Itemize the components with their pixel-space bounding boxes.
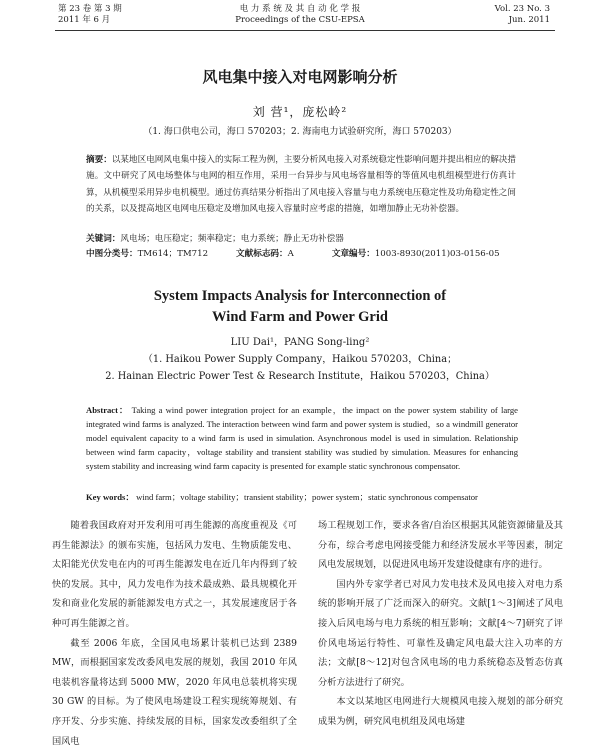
en-title-line1: System Impacts Analysis for Interconnection of [153, 288, 447, 304]
body-column-left [52, 516, 297, 751]
zh-keywords-label: 关键词： [86, 234, 121, 244]
article-no-label: 文章编号： [331, 249, 375, 259]
en-keywords [86, 491, 518, 504]
zh-affiliation: （1. 海口供电公司，海口 570203；2. 海南电力试验研究所，海口 570203） [143, 127, 457, 137]
doc-code-value: A [287, 249, 294, 259]
en-affiliation: （1. Haikou Power Supply Company，Haikou 570203，China； 2. Hainan Electric Power Test & Research Institute，Haikou 570203，China） [105, 354, 495, 382]
zh-abstract-text: 以某地区电网风电集中接入的实际工程为例，主要分析风电接入对系统稳定性影响问题并提出相应的解决措施。文中研究了风电场整体与电网的相互作用，采用一台异步与风电场容量相等的等值风电机组模型进行仿真计算，从机模型采用异步电机模型。通过仿真结果分析指出了风电接入容量与电力系统电压稳定性及功角稳定性之间的关系，以及提高地区电网电压稳定及增加风电接入容量时应考虑的措施，如增加静止无功补偿器。 [86, 155, 516, 215]
zh-keywords-text: 风电场；电压稳定；频率稳定；电力系统；静止无功补偿器 [120, 234, 344, 244]
zh-classification [86, 248, 516, 261]
body-paragraph: 国内外专家学者已对风力发电技术及风电接入对电力系统的影响开展了广泛而深入的研究。文献[1～3]阐述了风电接入后风电场与电力系统的相互影响；文献[4～7]研究了评价风电场运行特性、可靠性及确定风电最大注入功率的方法；文献[8～12]对包含风电场的电力系统稳态及暂态仿真分析方法进行了研究。 [318, 578, 563, 688]
en-keywords-label: Key words： [86, 492, 134, 502]
en-abstract [86, 403, 518, 473]
header-rule [55, 30, 555, 31]
body-paragraph: 随着我国政府对开发利用可再生能源的高度重视及《可再生能源法》的颁布实施，包括风力发电、生物质能发电、太阳能光伏发电在内的可再生能源发电在近几年内得到了较快的发展。其中，风力发电作为技术最成熟、最具规模化开发和商业化发展的新能源发电方式之一，其发展速度居于各种可再生能源之首。 [52, 520, 297, 629]
zh-abstract-label: 摘要： [86, 155, 112, 165]
running-header [0, 4, 600, 32]
clc-value: TM614；TM712 [137, 249, 209, 259]
en-title [0, 286, 600, 328]
body-paragraph: 截至 2006 年底，全国风电场累计装机已达到 2389 MW，而根据国家发改委风电发展的规划，我国 2010 年风电装机容量将达到 5000 MW，2020 年风电总装机将实现 30 GW 的目标。为了使风电场建设工程实现统筹规划、有序开发、分步实施、持续发展的目标，国家发改委组织了全国风电 [52, 637, 297, 747]
en-authors: LIU Dai¹，PANG Song-ling² [230, 337, 370, 348]
body-paragraph: 场工程规划工作，要求各省/自治区根据其风能资源储量及其分布，综合考虑电网接受能力和经济发展水平等因素，制定风电发展规划，以促进风电场开发建设健康有序的进行。 [318, 520, 563, 571]
en-abstract-label: Abstract： [86, 405, 129, 415]
clc-label: 中图分类号： [86, 249, 138, 259]
zh-authors: 刘 营¹，庞松岭² [252, 105, 348, 119]
en-keywords-text: wind farm；voltage stability；transient stability；power system；static synchronous compensator [136, 492, 478, 502]
doc-code-label: 文献标志码： [236, 249, 288, 259]
zh-abstract [86, 152, 516, 218]
en-abstract-text: Taking a wind power integration project for an example，the impact on the power system stability of large integrated wind farms is analyzed. The interaction between wind farm and power system is studied，so a windmill generator model equivalent capacity to a wind farm is used in simulation. Asynchronous model is used in simulation. Relationship between wind farm capacity，voltage stability and transient stability was studied by simulation. Measures for enhancing system stability and increasing wind farm capacity is presented for example static synchronous compensator. [86, 405, 518, 471]
en-title-line2: Wind Farm and Power Grid [212, 309, 388, 325]
article-no-value: 1003-8930(2011)03-0156-05 [374, 249, 500, 259]
header-issue-info: 第 23 卷 第 3 期 2011 年 6 月 [58, 4, 122, 25]
header-volume-info: Vol. 23 No. 3 Jun. 2011 [494, 4, 550, 25]
body-paragraph: 本文以某地区电网进行大规模风电接入规划的部分研究成果为例，研究风电机组及风电场建 [318, 696, 563, 727]
body-column-right [318, 516, 563, 732]
header-journal-name: 电 力 系 统 及 其 自 动 化 学 报 Proceedings of the CSU-EPSA [235, 4, 365, 25]
zh-title: 风电集中接入对电网影响分析 [202, 68, 398, 86]
zh-keywords [86, 233, 516, 246]
